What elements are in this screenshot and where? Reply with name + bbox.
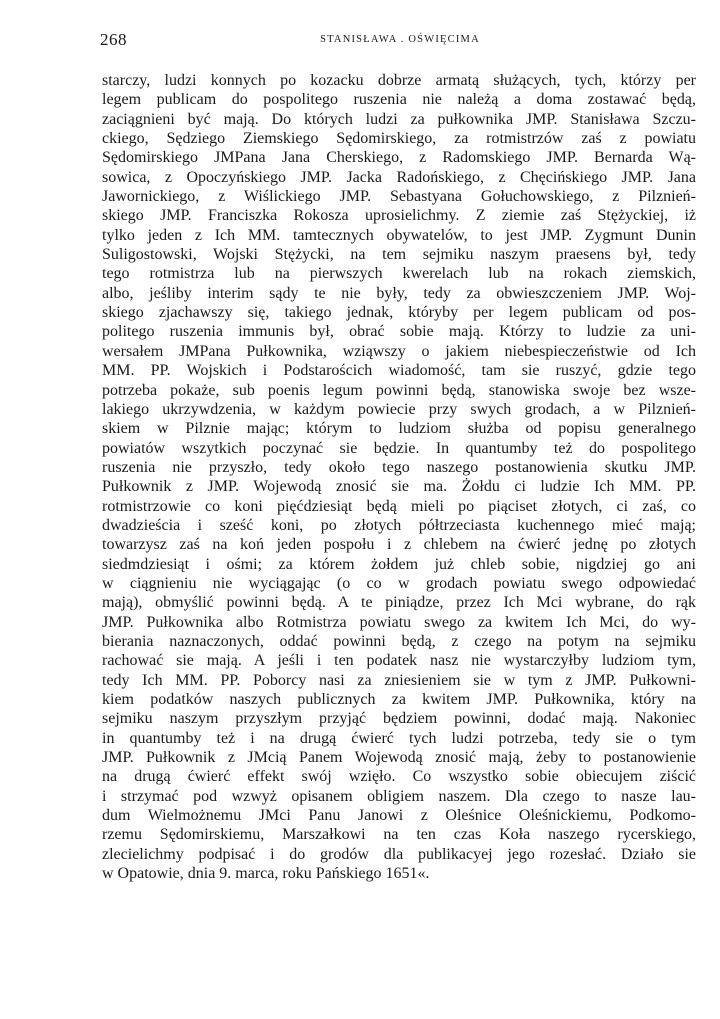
text-line: Suligostowski, Wojski Stężycki, na tem sejmiku naszym praesens był, tedy [102, 246, 696, 264]
text-line: politego ruszenia immunis był, obrać sobie mają. Którzy to ludzie za uni- [102, 323, 696, 341]
text-line: zlecielichmy podpisać i do grodów dla publikacyej jego rozesłać. Działo sie [102, 845, 696, 863]
text-line: skiego JMP. Franciszka Rokosza uprosielichmy. Z ziemie zaś Stężyckiej, iż [102, 207, 696, 225]
text-line: Sędomirskiego JMPana Jana Cherskiego, z Radomskiego JMP. Bernarda Wą- [102, 149, 696, 167]
text-line: siedmdziesiąt i ośmi; za którem żołdem już chleb sobie, nigdziej go ani [102, 555, 696, 573]
text-line: tego rotmistrza lub na pierwszych kwerelach lub na rokach ziemskich, [102, 265, 696, 283]
text-line: Jawornickiego, z Wiślickiego JMP. Sebastyana Gołuchowskiego, z Pilznień- [102, 188, 696, 206]
text-line: skiego zjachawszy się, takiego jednak, któryby per legem publicam od pos- [102, 304, 696, 322]
running-head [100, 30, 700, 54]
text-line: bierania naznaczonych, oddać powinni będą, z czego na potym na sejmiku [102, 632, 696, 650]
text-line: zaciągnieni być mają. Do których ludzi za pułkownika JMP. Stanisława Szczu- [102, 110, 696, 128]
text-line: w ciągnieniu nie wyciągając (o co w grodach powiatu swego odpowiedać [102, 574, 696, 592]
text-line: powiatów wszytkich poczynać sie będzie. In quantumby też do pospolitego [102, 439, 696, 457]
text-line: JMP. Pułkownik z JMcią Panem Wojewodą znosić mają, żeby to postanowienie [102, 749, 696, 767]
page-number: 268 [100, 30, 127, 49]
text-line: kiem podatków naszych publicznych za kwitem JMP. Pułkownika, który na [102, 691, 696, 708]
text-line: rzemu Sędomirskiemu, Marszałkowi na ten czas Koła naszego rycerskiego, [102, 826, 696, 844]
text-line: in quantumby też i na drugą ćwierć tych ludzi potrzeba, tedy sie o tym [102, 729, 696, 747]
text-line: towarzysz zaś na koń jeden pospołu i z chlebem na ćwierć jednę po złotych [102, 536, 696, 554]
text-line: MM. PP. Wojskich i Podstarościch wiadomość, tam sie ruszyć, gdzie tego [102, 362, 696, 380]
text-line: starczy, ludzi konnych po kozacku dobrze armatą służących, tych, którzy per [102, 72, 696, 89]
text-line: tylko jeden z Ich MM. tamtecznych obywatelów, to jest JMP. Zygmunt Dunin [102, 226, 696, 244]
text-line: albo, jeśliby interim sądy te nie były, tedy za obwieszczeniem JMP. Woj- [102, 284, 696, 302]
text-line: ckiego, Sędziego Ziemskiego Sędomirskiego, za rotmistrzów zaś z powiatu [102, 130, 696, 148]
text-line: sowica, z Opoczyńskiego JMP. Jacka Radońskiego, z Chęcińskiego JMP. Jana [102, 168, 696, 186]
text-line: potrzeba pokaże, sub poenis legum powinni będą, stanowiska swoje bez wsze- [102, 381, 696, 399]
text-line: mają), obmyślić powinni będą. A te piniądze, przez Ich Mci wybrane, do rąk [102, 594, 696, 612]
text-line: dwadzieścia i sześć koni, po złotych półtrzeciasta kuchennego mieć mają; [102, 516, 696, 534]
text-line: rotmistrzowie co koni pięćdziesiąt będą mieli po piąciset złotych, ci zaś, co [102, 497, 696, 515]
text-line-last: w Opatowie, dnia 9. marca, roku Pańskiego 1651«. [102, 865, 430, 883]
text-line: sejmiku naszym przyszłym przyjąć będziem powinni, dodać mają. Nakoniec [102, 710, 696, 728]
text-line: dum Wielmożnemu JMci Panu Janowi z Oleśnice Oleśnickiemu, Podkomo- [102, 807, 696, 825]
body-text [102, 71, 696, 883]
text-line: Pułkownik z JMP. Wojewodą znosić sie ma. Żołdu ci ludzie Ich MM. PP. [102, 478, 696, 496]
text-line: i strzymać pod wzwyż opisanem obligiem naszem. Dla czego to nasze lau- [102, 787, 696, 805]
text-line: legem publicam do pospolitego ruszenia nie należą a doma zostawać będą, [102, 91, 696, 109]
text-line: na drugą ćwierć effekt swój wzięło. Co wszystko sobie obiecujem ziścić [102, 768, 696, 786]
text-line: rachować sie mają. A jeśli i ten podatek nasz nie wystarczyłby ludziom tym, [102, 652, 696, 670]
text-line: lakiego ukrzywdzenia, w każdym powiecie przy swych grodach, a w Pilznień- [102, 400, 696, 418]
running-title: STANISŁAWA . OŚWIĘCIMA [320, 34, 480, 45]
text-line: ruszenia nie przyszło, tedy około tego naszego postanowienia skutku JMP. [102, 458, 696, 476]
text-line: wersałem JMPana Pułkownika, wziąwszy o jakiem niebespieczeństwie od Ich [102, 342, 696, 360]
text-line: skiem w Pilznie mając; którym to ludziom służba od popisu generalnego [102, 420, 696, 438]
text-line: JMP. Pułkownika albo Rotmistrza powiatu swego za kwitem Ich Mci, do wy- [102, 613, 696, 631]
text-line: tedy Ich MM. PP. Poborcy nasi za zniesieniem sie w tym z JMP. Pułkowni- [102, 671, 696, 689]
